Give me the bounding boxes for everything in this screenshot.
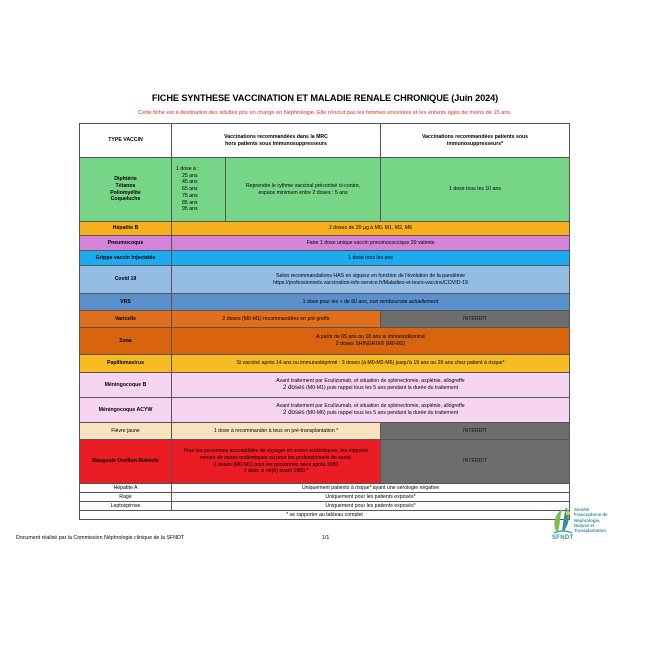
menacyw-name: Méningocoque ACYW [80, 398, 172, 423]
row-note [80, 511, 570, 520]
pneumo-text: Faire 1 dose unique vaccin pneumococcique 20 valents [172, 236, 570, 251]
rage-name: Rage [80, 493, 172, 502]
row-grippe [80, 251, 570, 266]
lepto-name: Leptospirose [80, 502, 172, 511]
rage-text: Uniquement pour les patients exposés* [172, 493, 570, 502]
row-ror [80, 440, 570, 484]
hepa-text: Uniquement patients à risque* ayant une sérologie négative [172, 484, 570, 493]
pneumo-name: Pneumocoque [80, 236, 172, 251]
page-subtitle: Cette fiche est à destination des adultes pris en charge en Néphrologie. Elle n'inclut pas les femmes enceintes et les enfants âgés de moins de 15 ans. [138, 110, 512, 116]
page-title: FICHE SYNTHESE VACCINATION ET MALADIE RENALE CHRONIQUE (Juin 2024) [151, 93, 499, 103]
table-note: * se rapporter au tableau complet [80, 511, 570, 520]
varicelle-interdit: INTERDIT [381, 311, 570, 328]
table-header-row [80, 124, 570, 158]
row-meningocoque-b [80, 373, 570, 398]
menacyw-text: Avant traitement par Eculizumab, et situation de splénectomie, asplénie, allogreffe 2 doses (M0-M6) puis rappel tous les 5 ans pendant la durée du traitement [172, 398, 570, 423]
row-varicelle [80, 311, 570, 328]
vrs-name: VRS [80, 294, 172, 311]
grippe-name: Grippe vaccin injectable [80, 251, 172, 266]
row-zona [80, 328, 570, 355]
logo-brand: SFNDT [552, 535, 574, 541]
covid-text: Selon recommandations HAS en vigueur en fonction de l'évolution de la pandémie https://professionnels.vaccination-info-service.fr/Maladies-et-leurs-vaccins/COVID-19 [172, 266, 570, 294]
fj-name: Fièvre jaune [80, 423, 172, 440]
vaccination-table [79, 123, 570, 520]
row-meningocoque-acyw [80, 398, 570, 423]
hepb-text: 2 doses de 20 µg à M0, M1, M2, M6 [172, 222, 570, 236]
varicelle-text: 2 doses (M0-M1) recommandées en pré greffe [172, 311, 381, 328]
row-hepatite-a [80, 484, 570, 493]
header-mrc: Vaccinations recommandées dans la MRC hors patients sous immunosuppresseurs [172, 124, 381, 158]
grippe-text: 1 dose tous les ans [172, 251, 570, 266]
hpv-text: Si vacciné après 14 ans ou immunodéprimé : 3 doses (à M0-M2-M6) jusqu'à 19 ans ou 26 ans chez patient à risque* [172, 355, 570, 373]
hepb-name: Hépatite B [80, 222, 172, 236]
row-dtp [80, 158, 570, 222]
dtp-names: Diphtérie Tétanos Poliomyélite Coqueluche [80, 158, 172, 222]
menb-name: Méningocoque B [80, 373, 172, 398]
row-hepatite-b [80, 222, 570, 236]
zona-text: A partir de 65 ans ou 18 ans si immunodéprimé 2 doses SHINGRIX® (M0-M2) [172, 328, 570, 355]
hepa-name: Hépatite A [80, 484, 172, 493]
zona-name: Zona [80, 328, 172, 355]
row-papillomavirus [80, 355, 570, 373]
menb-text: Avant traitement par Eculizumab, et situation de splénectomie, asplénie, allogreffe 2 doses (M0-M1) puis rappel tous les 5 ans pendant la durée du traitement [172, 373, 570, 398]
logo-text: Société Francophone de Néphrologie, Dialyse et Transplantation [574, 507, 608, 534]
header-immuno: Vaccinations recommandées patients sous immunosuppresseurs* [381, 124, 570, 158]
sfndt-logo [550, 505, 650, 545]
vrs-text: 1 dose pour les + de 60 ans, non remboursée actuellement [172, 294, 570, 311]
row-vrs [80, 294, 570, 311]
row-leptospirose [80, 502, 570, 511]
fj-text: 1 dose à recommander à tous en pré-transplantation * [172, 423, 381, 440]
ror-interdit: INTERDIT [381, 440, 570, 484]
row-pneumocoque [80, 236, 570, 251]
fj-interdit: INTERDIT [381, 423, 570, 440]
header-type-vaccin: TYPE VACCIN [80, 124, 172, 158]
lepto-text: Uniquement pour les patients exposés* [172, 502, 570, 511]
page-number: 1/1 [322, 535, 330, 541]
ror-text: Pour les personnes susceptibles de voyager en zones endémiques, les migrants venant de zones endémiques ou pour les professionnels de santé. 2 doses (M0-M1) pour les personnes nées après 1980 1 dose si né(é) avant 1980 * [172, 440, 381, 484]
dtp-dose-ages: 1 dose à : 25 ans 45 ans 65 ans 75 ans 85 ans 95 ans [172, 158, 226, 222]
dtp-immuno: 1 dose tous les 10 ans [381, 158, 570, 222]
row-rage [80, 493, 570, 502]
hpv-name: Papillomavirus [80, 355, 172, 373]
ror-name: Rougeole Oreillon Rubéole [80, 440, 172, 484]
row-covid [80, 266, 570, 294]
dtp-rule: Reprendre le rythme vaccinal préconisé ci-contre, espace minimum entre 2 doses : 5 ans [226, 158, 381, 222]
footer-credit: Document réalisé par la Commission Néphrologie clinique de la SFNDT [16, 535, 185, 541]
row-fievre-jaune [80, 423, 570, 440]
varicelle-name: Varicelle [80, 311, 172, 328]
covid-name: Covid 19 [80, 266, 172, 294]
